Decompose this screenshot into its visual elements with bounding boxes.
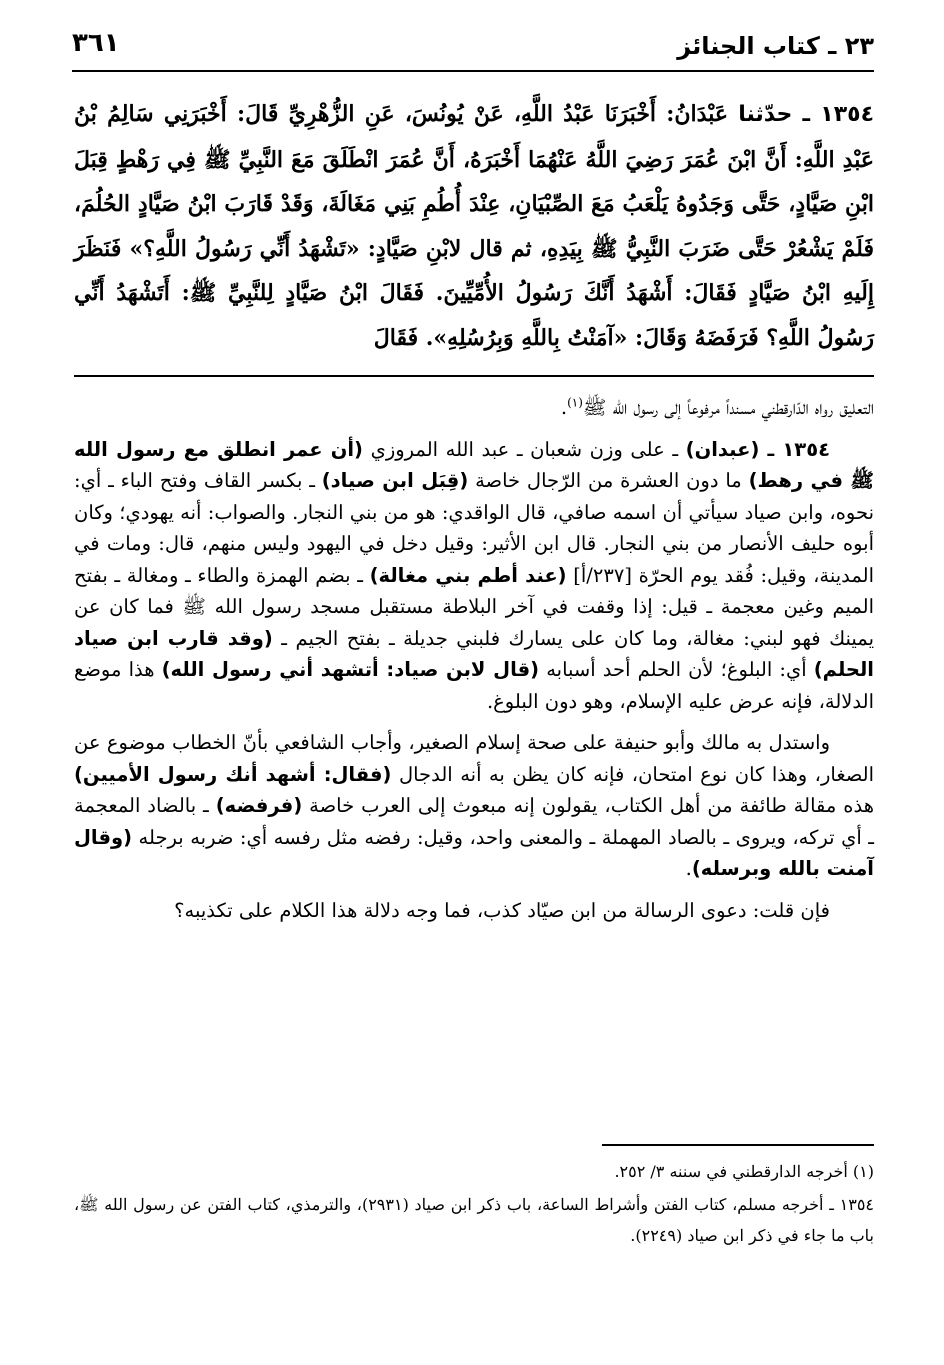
- hadith-body: عَبْدَانُ: أَخْبَرَنَا عَبْدُ اللَّهِ، عَنْ يُونُسَ، عَنِ الزُّهْرِيِّ قَالَ: أَخْبَرَنِي سَالِمُ بْنُ عَبْدِ اللَّهِ: أَنَّ ابْنَ عُمَرَ رَضِيَ اللَّهُ عَنْهُمَا أَخْبَرَهُ، أَنَّ عُمَرَ انْطَلَقَ مَعَ النَّبِيِّ ﷺ فِي رَهْطٍ قِبَلَ ابْنِ صَيَّادٍ، حَتَّى وَجَدُوهُ يَلْعَبُ مَعَ الصِّبْيَانِ، عِنْدَ أُطُمِ بَنِي مَغَالَةَ، وَقَدْ قَارَبَ ابْنُ صَيَّادٍ الحُلُمَ، فَلَمْ يَشْعُرْ حَتَّى ضَرَبَ النَّبِيُّ ﷺ بِيَدِهِ، ثم قال لابْنِ صَيَّادٍ: «تَشْهَدُ أَنِّي رَسُولُ اللَّهِ؟» فَنَظَرَ إِلَيهِ ابْنُ صَيَّادٍ فَقَالَ: أَشْهَدُ أَنَّكَ رَسُولُ الأُمِّيِّينَ. فَقَالَ ابْنُ صَيَّادٍ لِلنَّبِيِّ ﷺ: أَتَشْهَدُ أَنِّي رَسُولُ اللَّهِ؟ فَرَفَضَهُ وَقَالَ: «آمَنْتُ بِاللَّهِ وَبِرُسُلِهِ». فَقَالَ: [74, 101, 874, 351]
- footnotes: [74, 1156, 874, 1253]
- footnote: ١٣٥٤ ـ أخرجه مسلم، كتاب الفتن وأشراط الساعة، باب ذكر ابن صياد (٢٩٣١)، والترمذي، كتاب الفتن عن رسول الله ﷺ، باب ما جاء في ذكر ابن صياد (٢٢٤٩).: [74, 1195, 874, 1245]
- footnote-divider: [602, 1144, 874, 1146]
- hadith-text: [74, 92, 874, 360]
- commentary: [74, 392, 874, 936]
- page-number: ٣٦١: [72, 28, 120, 58]
- commentary-paragraph: ١٣٥٤ ـ (عبدان) ـ على وزن شعبان ـ عبد الله المروزي (أن عمر انطلق مع رسول الله ﷺ في رهط) ما دون العشرة من الرّجال خاصة (قِبَل ابن صياد) ـ بكسر القاف وفتح الباء ـ أي: نحوه، وابن صياد سيأتي أن اسمه صافي، قال الواقدي: هو من بني النجار. والصواب: أنه يهودي؛ وكان أبوه حليف الأنصار من بني النجار. قال ابن الأثير: وقيل دخل في اليهود وليس منهم، قال: ومات في المدينة، وقيل: فُقد يوم الحرّة [٢٣٧/أ] (عند أطم بني مغالة) ـ بضم الهمزة والطاء ـ ومغالة ـ بفتح الميم وغين معجمة ـ قيل: إذا وقفت في آخر البلاطة مستقبل مسجد رسول الله ﷺ فما كان عن يمينك فهو لبني: مغالة، وما كان على يسارك فلبني جديلة ـ بفتح الجيم ـ (وقد قارب ابن صياد الحلم) أي: البلوغ؛ لأن الحلم أحد أسبابه (قال لابن صياد: أتشهد أني رسول الله) هذا موضع الدلالة، فإنه عرض عليه الإسلام، وهو دون البلوغ.: [74, 437, 875, 713]
- commentary-paragraph: فإن قلت: دعوى الرسالة من ابن صيّاد كذب، فما وجه دلالة هذا الكلام على تكذيبه؟: [174, 898, 830, 922]
- page-header: [72, 26, 874, 74]
- section-divider: [74, 375, 874, 377]
- chapter-title: ٢٣ ـ كتاب الجنائز: [677, 32, 874, 60]
- manuscript-ref: [٢٣٧/أ]: [573, 563, 632, 587]
- footnote-ref: (١): [567, 395, 583, 410]
- hadith-number: ١٣٥٤ ـ حدّثنا: [738, 102, 875, 127]
- commentary-paragraph: التعليق رواه الدّارقطني مسنداً مرفوعاً إلى رسول الله ﷺ$^{(١)}$.: [560, 395, 874, 419]
- header-rule: [72, 70, 874, 72]
- commentary-paragraph: واستدل به مالك وأبو حنيفة على صحة إسلام الصغير، وأجاب الشافعي بأنّ الخطاب موضوع عن الصغار، وهذا كان نوع امتحان، فإنه كان يظن به أنه الدجال (فقال: أشهد أنك رسول الأميين) هذه مقالة طائفة من أهل الكتاب، يقولون إنه مبعوث إلى العرب خاصة (فرفضه) ـ بالضاد المعجمة ـ أي تركه، ويروى ـ بالصاد المهملة ـ والمعنى واحد، وقيل: رفضه مثل رفسه أي: ضربه برجله (وقال آمنت بالله وبرسله).: [74, 731, 874, 880]
- footnote: (١) أخرجه الدارقطني في سننه ٣/ ٢٥٢.: [614, 1162, 874, 1181]
